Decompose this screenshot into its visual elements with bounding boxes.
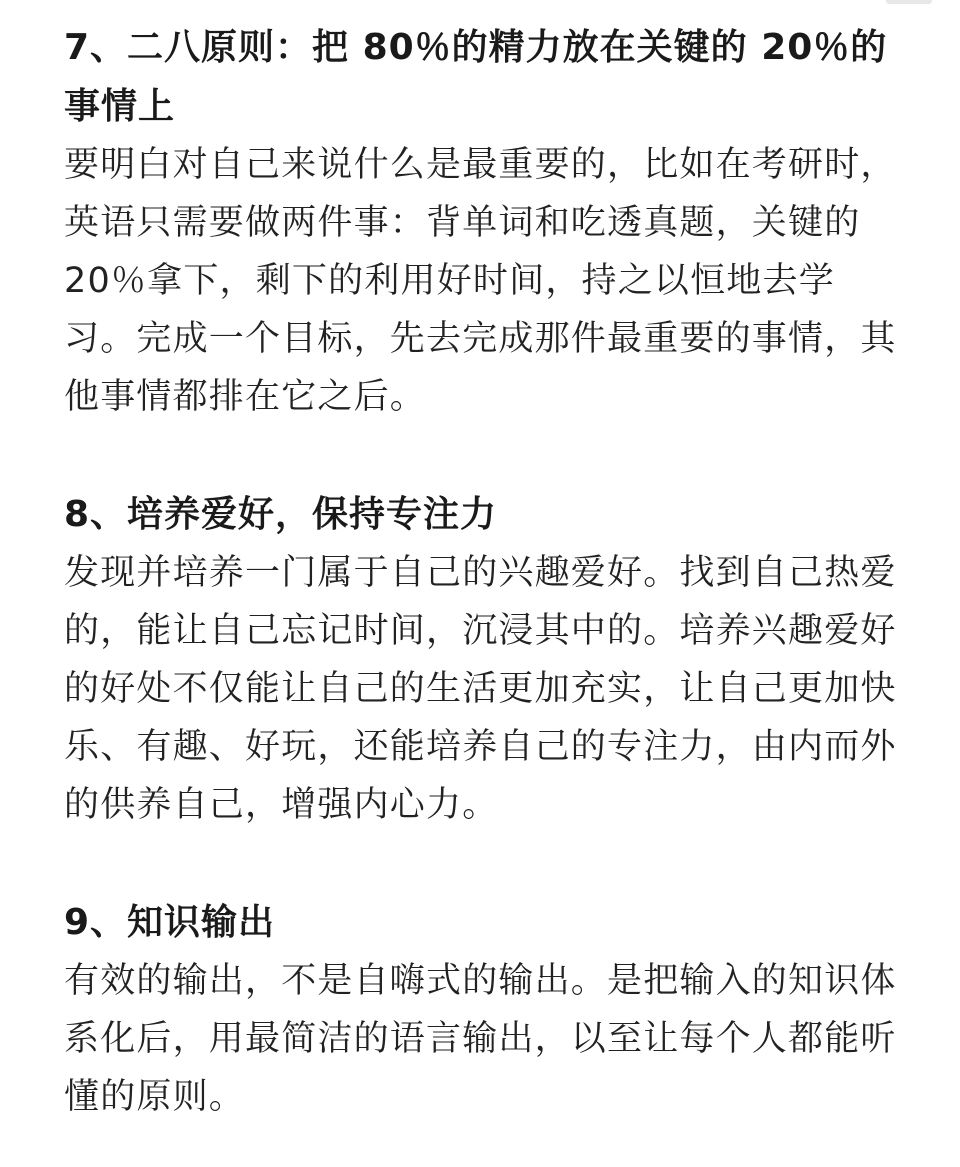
section-7-body: 要明白对自己来说什么是最重要的，比如在考研时，英语只需要做两件事：背单词和吃透真题，关键的 20％拿下，剩下的利用好时间，持之以恒地去学习。完成一个目标，先去完成那件最重要的事情，其他事情都排在它之后。 xyxy=(64,145,897,417)
section-8-heading: 8、培养爱好，保持专注力 xyxy=(64,494,498,535)
section-9-heading: 9、知识输出 xyxy=(64,902,276,943)
section-8-body: 发现并培养一门属于自己的兴趣爱好。找到自己热爱的，能让自己忘记时间，沉浸其中的。培养兴趣爱好的好处不仅能让自己的生活更加充实，让自己更加快乐、有趣、好玩，还能培养自己的专注力，由内而外的供养自己，增强内心力。 xyxy=(64,553,897,825)
section-7 xyxy=(64,18,904,426)
section-8 xyxy=(64,486,904,834)
section-9-body: 有效的输出，不是自嗨式的输出。是把输入的知识体系化后，用最简洁的语言输出，以至让每个人都能听懂的原则。 xyxy=(64,961,897,1117)
top-edge-mark xyxy=(886,0,932,4)
section-7-heading: 7、二八原则：把 80％的精力放在关键的 20％的事情上 xyxy=(64,27,888,127)
section-9 xyxy=(64,894,904,1126)
article-content xyxy=(64,18,904,1126)
